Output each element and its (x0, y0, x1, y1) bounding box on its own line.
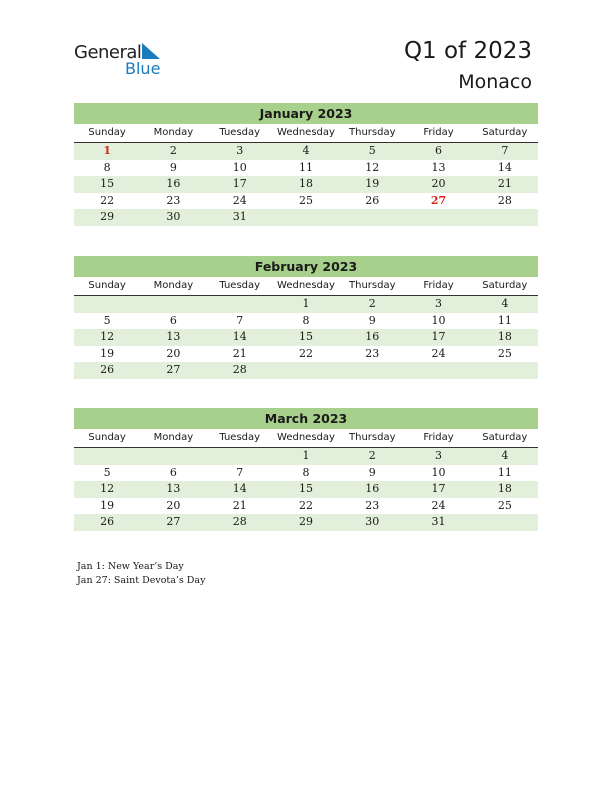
weekday-label: Sunday (88, 127, 126, 138)
day-cell: 26 (100, 363, 115, 376)
day-cell: 24 (232, 193, 247, 207)
week-row (74, 193, 538, 210)
day-cell: 16 (365, 330, 380, 343)
brand-logo (74, 42, 174, 78)
day-cell: 27 (166, 515, 181, 528)
day-cell: 8 (103, 160, 111, 174)
month-title: January 2023 (74, 103, 538, 124)
day-cell: 17 (232, 177, 247, 190)
day-cell: 1 (103, 144, 111, 157)
day-cell: 25 (497, 498, 512, 512)
day-cell: 15 (100, 177, 115, 190)
day-cell (472, 362, 538, 379)
holiday-note: Jan 1: New Year’s Day (77, 561, 184, 572)
day-cell: 22 (298, 346, 313, 360)
day-cell: 17 (431, 482, 446, 495)
weekday-label: Friday (423, 432, 454, 443)
day-cell: 22 (298, 498, 313, 512)
day-cell: 9 (368, 313, 376, 327)
day-cell: 7 (236, 465, 244, 479)
day-cell: 11 (497, 465, 512, 479)
day-cell: 8 (302, 313, 310, 327)
day-cell (74, 296, 140, 313)
weekday-label: Wednesday (277, 280, 335, 291)
week-row (74, 209, 538, 226)
day-cell: 13 (431, 160, 446, 174)
weekday-label: Saturday (482, 127, 528, 138)
day-cell: 27 (430, 193, 447, 207)
day-cell: 23 (365, 346, 380, 360)
day-cell: 14 (232, 330, 247, 343)
day-cell: 31 (431, 515, 446, 528)
day-cell: 20 (431, 177, 446, 190)
day-cell: 4 (302, 144, 310, 157)
weekday-label: Tuesday (219, 432, 261, 443)
week-row (74, 346, 538, 363)
weekday-label: Monday (153, 280, 194, 291)
day-cell: 9 (368, 465, 376, 479)
weekday-header-row (74, 429, 538, 448)
logo-triangle-icon (140, 43, 162, 59)
day-cell: 25 (497, 346, 512, 360)
day-cell: 31 (232, 210, 247, 223)
day-cell: 6 (169, 465, 177, 479)
weekday-label: Saturday (482, 432, 528, 443)
month-title: February 2023 (74, 256, 538, 277)
month-calendar (74, 103, 538, 226)
week-row (74, 514, 538, 531)
day-cell: 15 (298, 482, 313, 495)
month-title: March 2023 (74, 408, 538, 429)
country-name: Monaco (458, 71, 532, 93)
day-cell: 21 (232, 346, 247, 360)
month-calendar (74, 408, 538, 531)
day-cell: 28 (497, 193, 512, 207)
day-cell: 11 (298, 160, 313, 174)
day-cell: 24 (431, 498, 446, 512)
weekday-label: Tuesday (219, 280, 261, 291)
day-cell: 13 (166, 330, 181, 343)
holiday-note: Jan 27: Saint Devota’s Day (77, 574, 206, 586)
day-cell: 14 (497, 160, 512, 174)
day-cell: 12 (365, 160, 380, 174)
day-cell: 23 (365, 498, 380, 512)
day-cell: 3 (435, 449, 443, 462)
day-cell: 27 (166, 363, 181, 376)
day-cell: 24 (431, 346, 446, 360)
day-cell: 19 (100, 346, 115, 360)
weekday-label: Tuesday (219, 127, 261, 138)
day-cell: 23 (166, 193, 181, 207)
day-cell: 12 (100, 482, 115, 495)
day-cell: 19 (100, 498, 115, 512)
weekday-header-row (74, 277, 538, 296)
day-cell (140, 448, 206, 465)
day-cell: 15 (298, 330, 313, 343)
weekday-label: Thursday (349, 127, 396, 138)
week-row (74, 465, 538, 482)
day-cell: 28 (232, 515, 247, 528)
day-cell: 3 (435, 297, 443, 310)
week-row (74, 498, 538, 515)
day-cell: 10 (431, 465, 446, 479)
day-cell (273, 209, 339, 226)
week-row (74, 329, 538, 346)
weekday-label: Sunday (88, 432, 126, 443)
day-cell (405, 209, 471, 226)
month-calendar (74, 256, 538, 379)
day-cell: 17 (431, 330, 446, 343)
day-cell: 9 (169, 160, 177, 174)
day-cell: 21 (497, 177, 512, 190)
day-cell: 14 (232, 482, 247, 495)
day-cell: 7 (501, 144, 509, 157)
day-cell (472, 514, 538, 531)
holiday-notes (77, 560, 205, 587)
day-cell: 1 (302, 297, 310, 310)
day-cell (472, 209, 538, 226)
page-title: Q1 of 2023 (403, 38, 532, 64)
day-cell: 16 (166, 177, 181, 190)
week-row (74, 296, 538, 313)
day-cell: 30 (365, 515, 380, 528)
day-cell (273, 362, 339, 379)
day-cell: 20 (166, 346, 181, 360)
day-cell: 22 (100, 193, 115, 207)
day-cell: 4 (501, 297, 509, 310)
week-row (74, 481, 538, 498)
day-cell: 18 (497, 482, 512, 495)
day-cell: 19 (365, 177, 380, 190)
day-cell (405, 362, 471, 379)
day-cell: 20 (166, 498, 181, 512)
day-cell (207, 448, 273, 465)
week-row (74, 143, 538, 160)
week-row (74, 313, 538, 330)
day-cell: 5 (103, 313, 111, 327)
week-row (74, 448, 538, 465)
weekday-label: Monday (153, 432, 194, 443)
weekday-label: Sunday (88, 280, 126, 291)
week-row (74, 160, 538, 177)
day-cell (339, 209, 405, 226)
day-cell: 6 (169, 313, 177, 327)
day-cell: 30 (166, 210, 181, 223)
day-cell: 3 (236, 144, 244, 157)
day-cell: 4 (501, 449, 509, 462)
day-cell: 18 (298, 177, 313, 190)
day-cell: 18 (497, 330, 512, 343)
day-cell: 7 (236, 313, 244, 327)
day-cell: 10 (232, 160, 247, 174)
day-cell: 2 (368, 449, 376, 462)
day-cell: 10 (431, 313, 446, 327)
day-cell: 29 (298, 515, 313, 528)
day-cell: 28 (232, 363, 247, 376)
weekday-label: Saturday (482, 280, 528, 291)
day-cell: 21 (232, 498, 247, 512)
day-cell: 26 (100, 515, 115, 528)
day-cell: 5 (368, 144, 376, 157)
day-cell: 12 (100, 330, 115, 343)
day-cell: 2 (169, 144, 177, 157)
day-cell (74, 448, 140, 465)
day-cell (207, 296, 273, 313)
weekday-label: Monday (153, 127, 194, 138)
weekday-label: Wednesday (277, 432, 335, 443)
weekday-label: Friday (423, 280, 454, 291)
day-cell: 5 (103, 465, 111, 479)
logo-blue-text: Blue (125, 59, 161, 78)
weekday-label: Friday (423, 127, 454, 138)
day-cell: 25 (298, 193, 313, 207)
weekday-label: Wednesday (277, 127, 335, 138)
logo-general-text: General (74, 42, 142, 63)
day-cell: 26 (365, 193, 380, 207)
day-cell (339, 362, 405, 379)
day-cell: 8 (302, 465, 310, 479)
day-cell: 6 (435, 144, 443, 157)
day-cell: 29 (100, 210, 115, 223)
week-row (74, 176, 538, 193)
weekday-label: Thursday (349, 280, 396, 291)
day-cell (140, 296, 206, 313)
day-cell: 16 (365, 482, 380, 495)
day-cell: 13 (166, 482, 181, 495)
weekday-header-row (74, 124, 538, 143)
day-cell: 1 (302, 449, 310, 462)
day-cell: 2 (368, 297, 376, 310)
weekday-label: Thursday (349, 432, 396, 443)
week-row (74, 362, 538, 379)
day-cell: 11 (497, 313, 512, 327)
